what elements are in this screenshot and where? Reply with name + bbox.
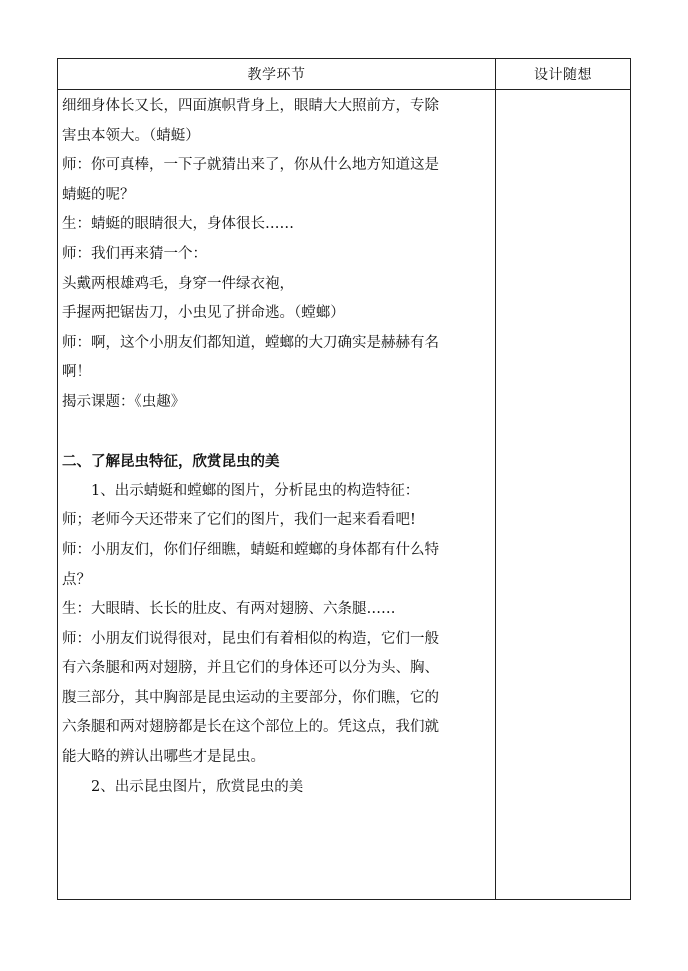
header-teaching-steps: 教学环节 [58,59,496,90]
text-line: 害虫本领大。（蜻蜓） [62,127,200,144]
text-line: 蜻蜓的呢？ [62,186,135,203]
table-body-row [58,90,631,900]
lesson-plan-table [57,58,631,900]
text-line: 六条腿和两对翅膀都是长在这个部位上的。凭这点，我们就 [62,719,439,736]
text-line: 2、出示昆虫图片，欣赏昆虫的美 [91,778,304,795]
text-line: 师：啊，这个小朋友们都知道，螳螂的大刀确实是赫赫有名 [62,334,439,351]
text-line: 啊！ [62,364,91,381]
text-line: 有六条腿和两对翅膀，并且它们的身体还可以分为头、胸、 [62,660,439,677]
design-notes-cell [496,90,631,900]
text-line: 腹三部分，其中胸部是昆虫运动的主要部分，你们瞧，它的 [62,689,439,706]
teaching-text-lines [62,92,491,802]
text-line: 手握两把锯齿刀，小虫见了拼命逃。（螳螂） [62,305,345,322]
text-line: 生：大眼睛、长长的肚皮、有两对翅膀、六条腿…… [62,601,396,618]
section-heading: 二、了解昆虫特征，欣赏昆虫的美 [62,453,280,471]
text-line: 师：小朋友们，你们仔细瞧，蜻蜓和螳螂的身体都有什么特 [62,541,439,558]
text-line: 1、出示蜻蜓和螳螂的图片，分析昆虫的构造特征： [91,482,420,499]
text-line: 头戴两根雄鸡毛，身穿一件绿衣袍， [62,275,294,292]
blank-line [62,418,491,448]
header-design-notes: 设计随想 [496,59,631,90]
text-line: 师：小朋友们说得很对，昆虫们有着相似的构造，它们一般 [62,630,439,647]
text-line: 师；老师今天还带来了它们的图片，我们一起来看看吧! [62,512,416,529]
teaching-steps-cell [58,90,496,900]
table-header-row [58,59,631,90]
text-line: 揭示课题：《虫趣》 [62,393,186,410]
text-line: 点？ [62,571,91,588]
text-line: 师：我们再来猜一个： [62,245,207,262]
text-line: 师：你可真棒，一下子就猜出来了，你从什么地方知道这是 [62,157,439,174]
text-line: 能大略的辨认出哪些才是昆虫。 [62,749,265,766]
text-line: 生：蜻蜓的眼睛很大，身体很长…… [62,216,294,233]
text-line: 细细身体长又长，四面旗帜背身上，眼睛大大照前方，专除 [62,98,439,114]
